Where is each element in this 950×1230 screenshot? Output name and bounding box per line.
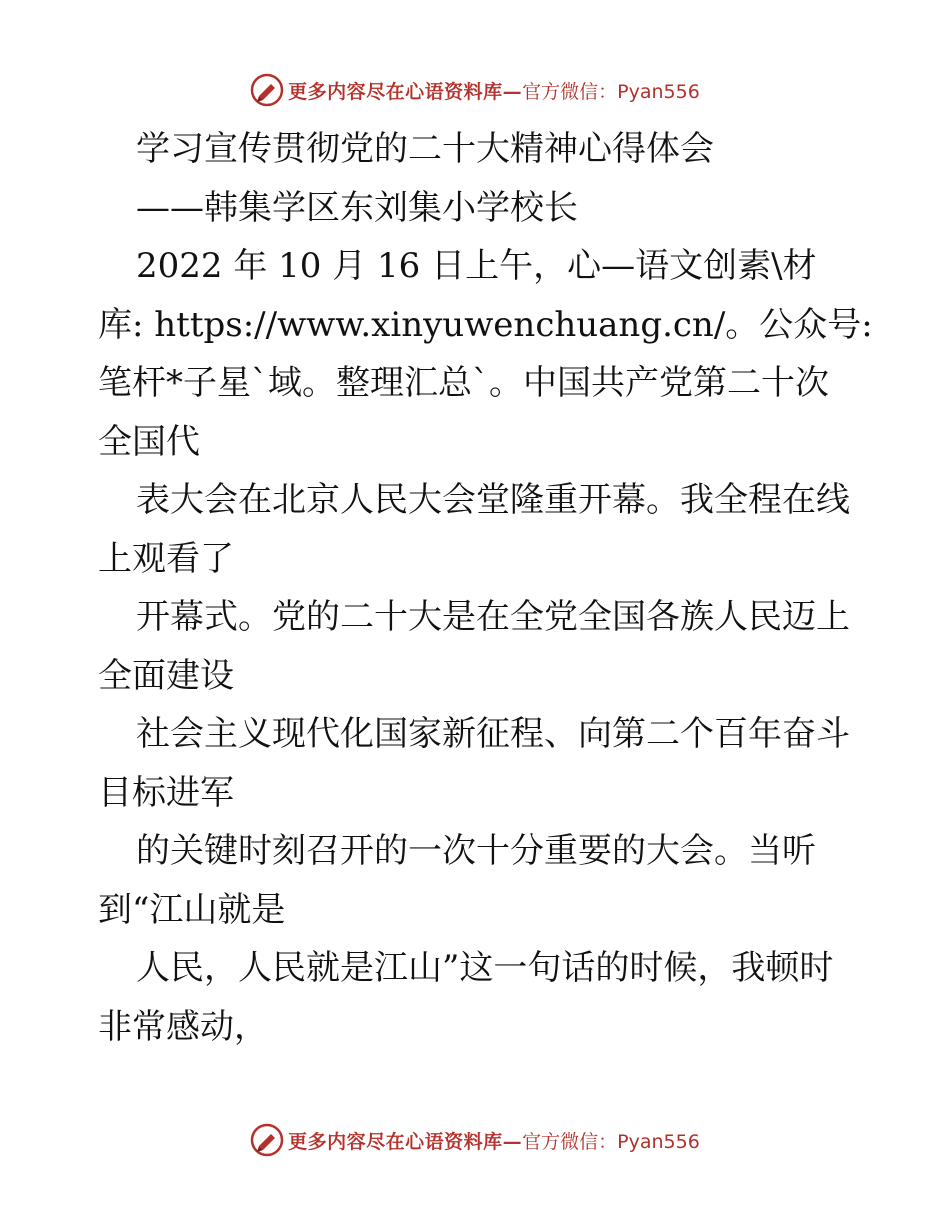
- document-body: [98, 120, 873, 1056]
- text-line: 非常感动，: [98, 1006, 268, 1047]
- text-line: 人民，人民就是江山”这一句话的时候，我顿时: [136, 948, 834, 988]
- footer-text: 更多内容尽在心语资料库—: [288, 1130, 523, 1153]
- header-banner: [0, 70, 950, 110]
- text-line: 社会主义现代化国家新征程、向第二个百年奋斗: [136, 714, 850, 754]
- text-line: 的关键时刻召开的一次十分重要的大会。当听: [136, 831, 816, 871]
- header-text: 更多内容尽在心语资料库—: [288, 80, 523, 103]
- text-line: 目标进军: [98, 772, 234, 813]
- text-line: 开幕式。党的二十大是在全党全国各族人民迈上: [136, 597, 850, 637]
- text-line: 全国代: [98, 421, 200, 462]
- text-line: 笔杆*子星`域。整理汇总`。中国共产党第二十次: [98, 363, 829, 403]
- text-line: 表大会在北京人民大会堂隆重开幕。我全程在线: [136, 480, 850, 520]
- text-line: 全面建设: [98, 655, 234, 696]
- text-line: 上观看了: [98, 538, 234, 579]
- text-line: 学习宣传贯彻党的二十大精神心得体会: [136, 129, 714, 169]
- text-line: ——韩集学区东刘集小学校长: [136, 187, 578, 228]
- text-line: 到“江山就是: [98, 889, 286, 930]
- footer-wechat: 官方微信：Pyan556: [522, 1130, 700, 1153]
- pen-logo-icon: [250, 73, 284, 107]
- header-wechat: 官方微信：Pyan556: [522, 80, 700, 103]
- text-line: 库: https://www.xinyuwenchuang.cn/。公众号:: [98, 304, 873, 345]
- pen-logo-icon: [250, 1123, 284, 1157]
- footer-banner: [0, 1120, 950, 1160]
- text-line: 2022 年 10 月 16 日上午，心—语文创素\材: [136, 246, 817, 286]
